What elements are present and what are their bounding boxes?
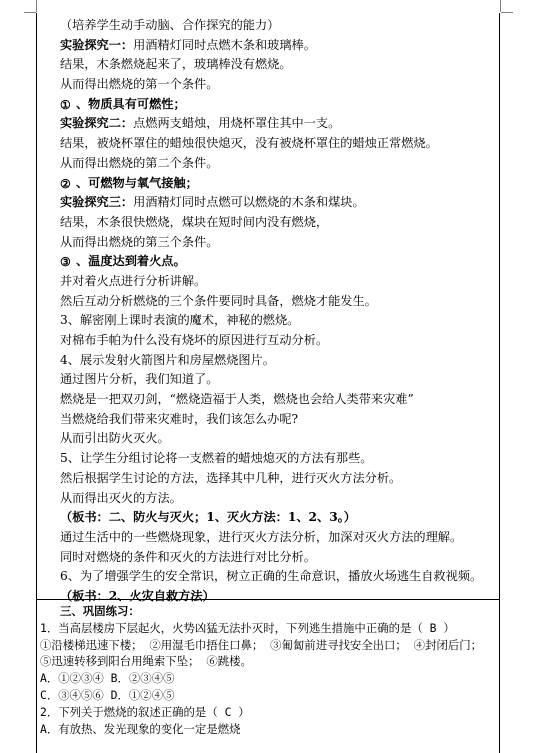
experiment-label: 实验探究一： (60, 37, 134, 52)
corner-mark-right-vertical (500, 0, 501, 12)
condition-text: 、可燃物与氧气接触； (76, 175, 198, 190)
condition-text: 、物质具有可燃性； (76, 96, 186, 111)
question-two: 2．下列关于燃烧的叙述正确的是（ C ） (40, 704, 250, 719)
circled-number-icon: ① (60, 97, 71, 112)
question-one-choices: A．①②③④ B．②③④⑤ (40, 671, 175, 686)
experiment-text: 点燃两支蜡烛，用烧杯罩住其中一支。 (133, 116, 341, 131)
text-line: 从而得出灭火的方法。 (60, 490, 182, 505)
text-line: 通过图片分析，我们知道了。 (60, 372, 219, 387)
text-line: 通过生活中的一些燃烧现象，进行灭火方法分析，加深对灭火方法的理解。 (60, 529, 463, 544)
text-line: 从而得出燃烧的第三个条件。 (60, 234, 219, 249)
text-line: 当燃烧给我们带来灾难时，我们该怎么办呢? (60, 411, 299, 426)
experiment-three-line (60, 193, 498, 213)
section-title: 三、巩固练习： (60, 604, 140, 618)
text-line: 同时对燃烧的条件和灭火的方法进行对比分析。 (60, 549, 316, 564)
text-line: 3、解密刚上课时表演的魔术，神秘的燃烧。 (60, 313, 300, 328)
text-line: 燃烧是一把双刃剑，“燃烧造福于人类，燃烧也会给人类带来灾难” (60, 392, 414, 407)
circled-number-icon: ③ (60, 255, 71, 270)
text-line: 然后互动分析燃烧的三个条件要同时具备，燃烧才能发生。 (60, 293, 377, 308)
teaching-process-cell (60, 16, 498, 607)
exercise-cell (40, 603, 498, 737)
text-line: 然后根据学生讨论的方法，选择其中几种，进行灭火方法分析。 (60, 470, 402, 485)
corner-mark-right-horizontal (501, 12, 513, 13)
corner-mark-left-horizontal (24, 12, 36, 13)
text-line: 6、为了增强学生的安全常识，树立正确的生命意识，播放火场逃生自救视频。 (60, 569, 483, 584)
text-line: 从而引出防火灭火。 (60, 431, 170, 446)
blackboard-note: （板书：2、火灾自救方法） (60, 588, 215, 603)
experiment-label: 实验探究三： (60, 195, 134, 210)
question-one: 1．当高层楼房下层起火，火势凶猛无法扑灭时，下列逃生措施中正确的是（ B ） (40, 620, 455, 635)
condition-heading (60, 95, 498, 115)
condition-heading (60, 252, 498, 272)
experiment-two-line (60, 114, 498, 134)
experiment-text: 用酒精灯同时点燃木条和玻璃棒。 (133, 37, 316, 52)
condition-text: 、温度达到着火点。 (76, 254, 186, 269)
question-two-choice: A．有放热、发光现象的变化一定是燃烧 (40, 721, 241, 736)
text-line: 结果，木条燃烧起来了，玻璃棒没有燃烧。 (60, 57, 292, 72)
text-line: 结果，被烧杯罩住的蜡烛很快熄灭，没有被烧杯罩住的蜡烛正常燃烧。 (60, 136, 438, 151)
question-one-options: ⑤迅速转移到阳台用绳索下坠； ⑥跳楼。 (40, 654, 252, 669)
condition-heading (60, 174, 498, 194)
corner-mark-left-vertical (36, 0, 37, 12)
experiment-label: 实验探究二： (60, 116, 134, 131)
experiment-text: 用酒精灯同时点燃可以燃烧的木条和煤块。 (133, 195, 365, 210)
experiment-one-line (60, 36, 498, 56)
text-line: 5、让学生分组讨论将一支燃着的蜡烛熄灭的方法有那些。 (60, 451, 373, 466)
circled-number-icon: ② (60, 176, 71, 191)
text-line: 结果，木条很快燃烧，煤块在短时间内没有燃烧， (60, 214, 329, 229)
text-line: 从而得出燃烧的第一个条件。 (60, 77, 219, 92)
text-line: 对棉布手帕为什么没有烧坏的原因进行互动分析。 (60, 333, 329, 347)
question-one-options: ①沿楼梯迅速下楼； ②用湿毛巾捂住口鼻； ③匍匐前进寻找安全出口； ④封闭后门； (40, 637, 483, 652)
text-line: （培养学生动手动脑、合作探究的能力） (60, 18, 280, 32)
text-line: 4、展示发射火箭图片和房屋燃烧图片。 (60, 352, 275, 367)
question-one-choices: C．③④⑤⑥ D．①②④⑤ (40, 687, 175, 702)
text-line: 从而得出燃烧的第二个条件。 (60, 155, 219, 170)
text-line: 并对着火点进行分析讲解。 (60, 273, 207, 288)
blackboard-note: （板书：二、防火与灭火；1、灭火方法：1、2、3。） (60, 510, 356, 525)
